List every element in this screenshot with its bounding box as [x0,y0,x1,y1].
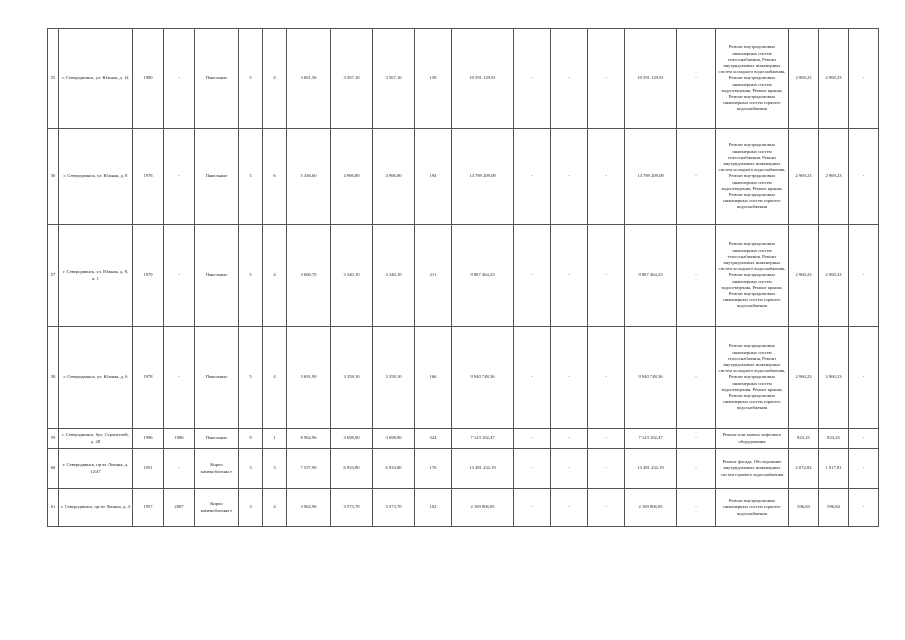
cost-local: - [588,327,625,429]
cost-owners: 7 123 102,47 [625,429,677,449]
cost-federal: - [514,129,551,225]
note: - [849,429,879,449]
max-unit-cost: 2 969,23 [819,29,849,129]
repair-works: Ремонт внутридомовых инженерных систем горячего водоснабжения [716,489,789,527]
unit-cost: 596,84 [789,489,819,527]
year-overhaul: - [164,129,195,225]
entrances-count: 6 [263,129,287,225]
note: - [849,129,879,225]
row-number: 59 [48,429,59,449]
cost-regional: - [551,429,588,449]
wall-material: Панельные [195,129,239,225]
cost-other: - [677,327,716,429]
entrances-count: 4 [263,327,287,429]
row-number: 57 [48,225,59,327]
wall-material: Панельные [195,327,239,429]
unit-cost: 2 960,23 [789,225,819,327]
building-address: г. Северодвинск, ул. Южная, д. 6 [59,327,133,429]
building-address: г. Северодвинск, пр-кт Ленина, д. 12/47 [59,449,133,489]
table-row [48,225,879,327]
premises-area: 4 966,80 [331,129,373,225]
year-built: 1951 [133,449,164,489]
residents-count: 324 [415,429,452,449]
cost-local: - [588,29,625,129]
cost-total: 9 940 748,36 [452,327,514,429]
cost-owners: 14 789 209,08 [625,129,677,225]
cost-total: 14 789 209,08 [452,129,514,225]
table-row [48,489,879,527]
cost-owners: 10 591 129,91 [625,29,677,129]
cost-other: - [677,429,716,449]
floors-count: 9 [239,429,263,449]
floors-count: 5 [239,29,263,129]
cost-total: 2 169 806,05 [452,489,514,527]
max-unit-cost: 2 969,23 [819,129,849,225]
max-unit-cost: 2 960,23 [819,327,849,429]
note: - [849,225,879,327]
total-area: 3 962,96 [287,489,331,527]
repair-works: Ремонт фасада, Обследование внутридомовых инженерных систем горячего водоснабжения [716,449,789,489]
floors-count: 5 [239,225,263,327]
cost-federal: - [514,429,551,449]
residents-count: 176 [415,449,452,489]
cost-other: - [677,489,716,527]
unit-cost: 2 969,23 [789,129,819,225]
unit-cost: 2 072,82 [789,449,819,489]
year-built: 1996 [133,429,164,449]
residents-count: 211 [415,225,452,327]
unit-cost: 2 960,23 [789,327,819,429]
cost-total: 7 123 102,47 [452,429,514,449]
residents-count: 158 [415,29,452,129]
residential-area: 3 340,10 [373,225,415,327]
building-address: г. Северодвинск, ул. Южная, д. 8, к. 1 [59,225,133,327]
cost-federal: - [514,449,551,489]
cost-regional: - [551,489,588,527]
cost-federal: - [514,327,551,429]
cost-federal: - [514,29,551,129]
premises-area: 3 567,10 [331,29,373,129]
residential-area: 3 573,70 [373,489,415,527]
cost-owners: 2 169 806,05 [625,489,677,527]
year-overhaul: - [164,225,195,327]
residential-area: 6 933,80 [373,449,415,489]
floors-count: 5 [239,327,263,429]
premises-area: 3 358,10 [331,327,373,429]
wall-material: Панельные [195,29,239,129]
year-overhaul: - [164,327,195,429]
max-unit-cost: 596,84 [819,489,849,527]
total-area: 3 061,56 [287,29,331,129]
row-number: 55 [48,29,59,129]
apartment-buildings-table [47,28,879,527]
cost-owners: 13 481 232,19 [625,449,677,489]
wall-material: Кирпо каменоблочны е [195,449,239,489]
residential-area: 3 698,90 [373,429,415,449]
year-built: 1978 [133,129,164,225]
cost-regional: - [551,29,588,129]
residential-area: 4 966,80 [373,129,415,225]
year-overhaul: 1986 [164,429,195,449]
premises-area: 3 340,10 [331,225,373,327]
residents-count: 166 [415,327,452,429]
repair-works: Ремонт внутридомовых инженерных систем теплоснабжения, Ремонт внутридомовых инженерных систем холодного водоснабжения, Ремонт внутридомовых инженерных систем водоотведения, Ремонт крыши, Ремонт внутридомовых инженерных систем горячего водоснабжения [716,225,789,327]
total-area: 5 436,60 [287,129,331,225]
repair-works: Ремонт внутридомовых инженерных систем теплоснабжения, Ремонт внутридомовых инженерных систем холодного водоснабжения, Ремонт внутридомовых инженерных систем водоотведения, Ремонт крыши, Ремонт внутридомовых инженерных систем горячего водоснабжения [716,129,789,225]
table-row [48,129,879,225]
entrances-count: 3 [263,449,287,489]
cost-total: 10 591 129,91 [452,29,514,129]
row-number: 61 [48,489,59,527]
cost-federal: - [514,225,551,327]
note: - [849,29,879,129]
repair-works: Ремонт или замена лифтового оборудования [716,429,789,449]
total-area: 3 691,90 [287,327,331,429]
table-row [48,327,879,429]
cost-regional: - [551,449,588,489]
cost-total: 9 887 464,23 [452,225,514,327]
max-unit-cost: 2 960,23 [819,225,849,327]
cost-total: 13 481 232,19 [452,449,514,489]
year-overhaul: - [164,449,195,489]
cost-regional: - [551,225,588,327]
building-address: г. Северодвинск, ул. Южная, д. 14 [59,29,133,129]
cost-local: - [588,225,625,327]
cost-local: - [588,449,625,489]
building-address: г. Северодвинск, пр-кт Ленина, д. 4 [59,489,133,527]
floors-count: 3 [239,449,263,489]
residents-count: 102 [415,489,452,527]
note: - [849,489,879,527]
wall-material: Панельные [195,429,239,449]
row-number: 60 [48,449,59,489]
repair-works: Ремонт внутридомовых инженерных систем теплоснабжения, Ремонт внутридомовых инженерных систем холодного водоснабжения, Ремонт внутридомовых инженерных систем водоотведения, Ремонт крыши, Ремонт внутридомовых инженерных систем горячего водоснабжения [716,29,789,129]
year-built: 1978 [133,327,164,429]
repair-works: Ремонт внутридомовых инженерных систем теплоснабжения, Ремонт внутридомовых инженерных систем холодного водоснабжения, Ремонт внутридомовых инженерных систем водоотведения, Ремонт крыши, Ремонт внутридомовых инженерных систем горячего водоснабжения [716,327,789,429]
year-built: 1957 [133,489,164,527]
cost-owners: 9 940 748,36 [625,327,677,429]
cost-other: - [677,129,716,225]
max-unit-cost: 823,25 [819,429,849,449]
residential-area: 3 358,10 [373,327,415,429]
row-number: 56 [48,129,59,225]
wall-material: Кирпо каменоблочны е [195,489,239,527]
table-row [48,29,879,129]
cost-other: - [677,225,716,327]
table-row [48,449,879,489]
max-unit-cost: 1 917,81 [819,449,849,489]
total-area: 8 962,96 [287,429,331,449]
year-overhaul: 2007 [164,489,195,527]
total-area: 3 660,70 [287,225,331,327]
wall-material: Панельные [195,225,239,327]
premises-area: 3 573,70 [331,489,373,527]
building-address: г. Северодвинск, бул. Строителей, д. 28 [59,429,133,449]
total-area: 7 557,90 [287,449,331,489]
residential-area: 3 567,10 [373,29,415,129]
entrances-count: 1 [263,429,287,449]
entrances-count: 4 [263,489,287,527]
cost-local: - [588,429,625,449]
year-built: 1980 [133,29,164,129]
floors-count: 3 [239,489,263,527]
cost-other: - [677,29,716,129]
entrances-count: 4 [263,29,287,129]
entrances-count: 4 [263,225,287,327]
cost-owners: 9 887 464,23 [625,225,677,327]
unit-cost: 2 969,23 [789,29,819,129]
premises-area: 6 933,80 [331,449,373,489]
cost-local: - [588,489,625,527]
note: - [849,449,879,489]
year-overhaul: - [164,29,195,129]
unit-cost: 823,25 [789,429,819,449]
cost-regional: - [551,327,588,429]
floors-count: 5 [239,129,263,225]
table-row [48,429,879,449]
cost-regional: - [551,129,588,225]
premises-area: 3 698,90 [331,429,373,449]
year-built: 1979 [133,225,164,327]
residents-count: 194 [415,129,452,225]
note: - [849,327,879,429]
cost-federal: - [514,489,551,527]
row-number: 58 [48,327,59,429]
building-address: г. Северодвинск, ул. Южная, д. 8 [59,129,133,225]
cost-local: - [588,129,625,225]
cost-other: - [677,449,716,489]
